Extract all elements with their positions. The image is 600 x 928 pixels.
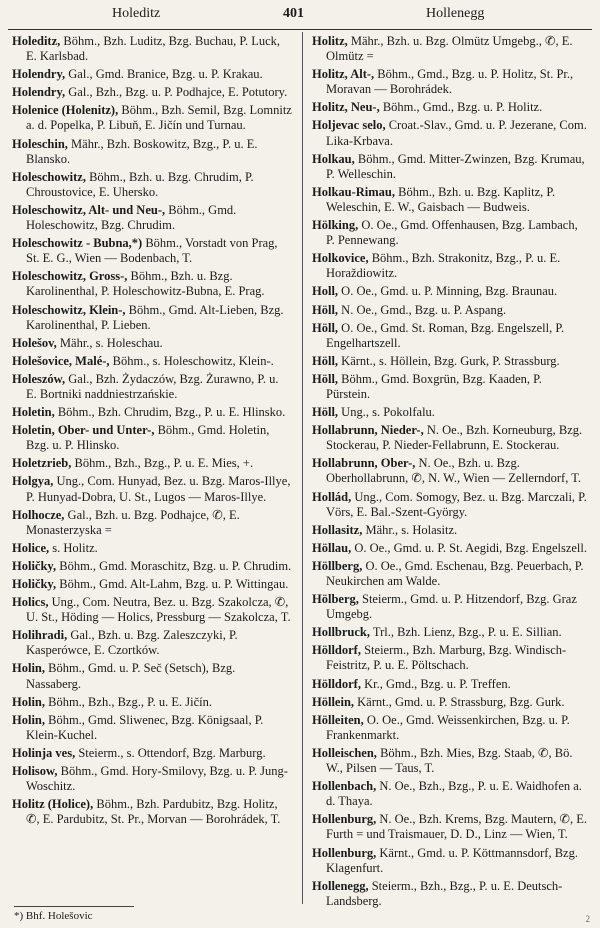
dictionary-entry bbox=[312, 321, 588, 351]
entry-headword: Hölldorf, bbox=[312, 643, 361, 658]
page-number: 401 bbox=[283, 6, 304, 21]
entry-body: Böhm., Gmd. Sliwenec, Bzg. Königsaal, P. Klein-Kuchel. bbox=[26, 712, 264, 742]
entry-body: Trl., Bzh. Lienz, Bzg., P. u. E. Sillian. bbox=[372, 625, 562, 640]
entry-body: Böhm., Bzh. Pardubitz, Bzg. Holitz, ✆, E. Pardubitz, St. Pr., Morvan — Borohrádek, T. bbox=[26, 797, 281, 827]
entry-headword: Holenice (Holenitz), bbox=[12, 103, 119, 118]
entry-body: Böhm., Gmd. Alt-Lahm, Bzg. u. P. Wittingau. bbox=[59, 577, 289, 591]
entry-headword: Holkau-Rimau, bbox=[312, 184, 396, 199]
entry-headword: Holendry, bbox=[12, 85, 66, 100]
entry-body: Böhm., Vorstadt von Prag, St. E. G., Wien — Bodenbach, T. bbox=[26, 236, 278, 266]
dictionary-entry bbox=[312, 284, 588, 299]
entry-headword: Holetzrieb, bbox=[12, 456, 72, 471]
entry-headword: Höllein, bbox=[312, 694, 355, 709]
entry-body: Ung., Com. Neutra, Bez. u. Bzg. Szakolcza, ✆, U. St., Höding — Holics, Pressburg — Szakolcza, T. bbox=[26, 595, 291, 625]
entry-body: s. Holitz. bbox=[52, 540, 98, 555]
dictionary-entry bbox=[312, 423, 588, 453]
entry-body: Mähr., Bzh. u. Bzg. Olmütz Umgebg., ✆, E. Olmütz = bbox=[326, 34, 573, 64]
entry-headword: Hollenegg, bbox=[312, 878, 369, 893]
entry-body: Steierm., Gmd. u. P. Hitzendorf, Bzg. Graz Umgebg. bbox=[326, 592, 577, 622]
entry-headword: Hollbruck, bbox=[312, 625, 370, 640]
entry-headword: Hölldorf, bbox=[312, 676, 361, 691]
entry-body: O. Oe., Gmd. St. Roman, Bzg. Engelszell, P. Engelhartszell. bbox=[326, 320, 565, 350]
entry-body: Mähr., s. Holasitz. bbox=[365, 522, 458, 537]
page-header bbox=[0, 0, 600, 28]
footnote-rule bbox=[14, 906, 134, 907]
corner-mark: 2 bbox=[585, 914, 590, 924]
dictionary-entry bbox=[312, 559, 588, 589]
entry-headword: Holeditz, bbox=[12, 34, 61, 48]
dictionary-entry bbox=[12, 423, 292, 453]
entry-body: N. Oe., Bzh. Korneuburg, Bzg. Stockerau, P. Nieder-Fellabrunn, E. Stockerau. bbox=[326, 423, 583, 453]
entry-body: N. Oe., Bzh. u. Bzg. Oberhollabrunn, ✆, N. W., Wien — Zellerndorf, T. bbox=[326, 456, 582, 486]
entry-headword: Holitz (Holice), bbox=[12, 797, 94, 812]
dictionary-entry bbox=[12, 541, 292, 556]
entry-body: Steierm., s. Ottendorf, Bzg. Marburg. bbox=[78, 745, 266, 760]
entry-headword: Holičky, bbox=[12, 558, 57, 573]
dictionary-entry bbox=[312, 523, 588, 538]
entry-body: N. Oe., Bzh., Bzg., P. u. E. Waidhofen a. d. Thaya. bbox=[326, 779, 582, 809]
entry-headword: Holitz, Neu-, bbox=[312, 100, 380, 115]
entry-body: Böhm., Gmd. Boxgrün, Bzg. Kaaden, P. Pürstein. bbox=[326, 371, 542, 401]
entry-body: Gal., Bzh., Bzg. u. P. Podhajce, E. Potutory. bbox=[68, 85, 288, 100]
dictionary-entry bbox=[312, 812, 588, 842]
dictionary-entry bbox=[12, 103, 292, 133]
entry-headword: Holitz, bbox=[312, 34, 348, 48]
entry-body: Böhm., Gmd., Bzg. u. P. Holitz. bbox=[382, 100, 543, 115]
entry-headword: Holics, bbox=[12, 595, 49, 610]
entry-headword: Hollenbach, bbox=[312, 779, 377, 794]
entry-headword: Holleischen, bbox=[312, 745, 377, 760]
dictionary-entry bbox=[12, 559, 292, 574]
entry-body: Böhm., Bzh. u. Bzg. Chrudim, P. Chroustovice, E. Uhersko. bbox=[26, 169, 254, 199]
entry-body: Böhm., Bzh. Luditz, Bzg. Buchau, P. Luck, E. Karlsbad. bbox=[26, 34, 281, 64]
entry-body: Steierm., Bzh., Bzg., P. u. E. Deutsch-Landsberg. bbox=[326, 878, 563, 908]
dictionary-entry bbox=[312, 746, 588, 776]
dictionary-entry bbox=[312, 67, 588, 97]
entry-body: N. Oe., Bzh. Krems, Bzg. Mautern, ✆, E. Furth = und Traismauer, D. D., Linz — Wien, T. bbox=[326, 812, 588, 842]
dictionary-entry bbox=[312, 677, 588, 692]
entry-body: O. Oe., Gmd. u. P. Minning, Bzg. Braunau. bbox=[341, 284, 558, 299]
entry-headword: Hollabrunn, Ober-, bbox=[312, 456, 416, 471]
entry-body: Böhm., Gmd. Mitter-Zwinzen, Bzg. Krumau, P. Welleschin. bbox=[326, 151, 585, 181]
entry-body: Kärnt., Gmd. u. P. Köttmannsdorf, Bzg. Klagenfurt. bbox=[326, 845, 578, 875]
entry-headword: Holhocze, bbox=[12, 507, 65, 522]
header-right-term: Hollenegg bbox=[426, 6, 485, 21]
entry-body: Böhm., Gmd. Holetin, Bzg. u. P. Hlinsko. bbox=[26, 423, 270, 453]
entry-headword: Holeschowitz - Bubna,*) bbox=[12, 236, 143, 251]
entry-body: Böhm., Bzh., Bzg., P. u. E. Jičín. bbox=[48, 694, 213, 709]
entry-body: Böhm., s. Holeschowitz, Klein-. bbox=[112, 353, 274, 368]
dictionary-entry bbox=[12, 661, 292, 691]
entry-body: Gal., Bzh. u. Bzg. Zaleszczyki, P. Kasperówce, E. Czortków. bbox=[26, 628, 238, 658]
dictionary-entry bbox=[312, 879, 588, 909]
entry-headword: Holkau, bbox=[312, 151, 355, 166]
entry-body: Kärnt., s. Höllein, Bzg. Gurk, P. Strassburg. bbox=[341, 353, 560, 368]
entry-body: Mähr., s. Holeschau. bbox=[59, 335, 163, 350]
entry-body: Gal., Bzh. Żydaczów, Bzg. Żurawno, P. u. E. Bortniki naddniestrzańskie. bbox=[26, 371, 279, 401]
entry-headword: Hollenburg, bbox=[312, 812, 377, 827]
dictionary-entry bbox=[12, 303, 292, 333]
entry-headword: Holitz, Alt-, bbox=[312, 67, 375, 82]
dictionary-entry bbox=[312, 372, 588, 402]
entry-headword: Höll, bbox=[312, 371, 339, 386]
entry-headword: Hollabrunn, Nieder-, bbox=[312, 423, 424, 438]
dictionary-entry bbox=[12, 34, 292, 64]
dictionary-entry bbox=[312, 541, 588, 556]
entry-body: N. Oe., Gmd., Bzg. u. P. Aspang. bbox=[341, 302, 507, 317]
header-rule bbox=[8, 29, 592, 30]
entry-headword: Holisow, bbox=[12, 764, 58, 779]
entry-body: Kr., Gmd., Bzg. u. P. Treffen. bbox=[364, 676, 511, 691]
entry-headword: Holeschowitz, Klein-, bbox=[12, 302, 126, 317]
dictionary-entry bbox=[12, 628, 292, 658]
entry-headword: Hölking, bbox=[312, 218, 359, 233]
dictionary-entry bbox=[12, 456, 292, 471]
dictionary-entry bbox=[12, 372, 292, 402]
dictionary-entry bbox=[312, 303, 588, 318]
entry-headword: Hollenburg, bbox=[312, 845, 377, 860]
dictionary-entry bbox=[312, 846, 588, 876]
dictionary-entry bbox=[12, 713, 292, 743]
entry-headword: Holeschowitz, bbox=[12, 169, 86, 184]
entry-body: O. Oe., Gmd. Offenhausen, Bzg. Lambach, P. Pennewang. bbox=[326, 218, 578, 248]
dictionary-entry bbox=[12, 405, 292, 420]
entry-headword: Holjevac selo, bbox=[312, 118, 386, 133]
dictionary-entry bbox=[312, 695, 588, 710]
right-column bbox=[312, 34, 588, 912]
dictionary-entry bbox=[312, 185, 588, 215]
entry-body: Böhm., Gmd. Hory-Smilovy, Bzg. u. P. Jung-Woschitz. bbox=[26, 764, 288, 794]
entry-body: Ung., s. Pokolfalu. bbox=[341, 405, 435, 420]
entry-headword: Holihradi, bbox=[12, 628, 68, 643]
entry-headword: Holeschin, bbox=[12, 136, 68, 151]
dictionary-entry bbox=[312, 34, 588, 64]
dictionary-entry bbox=[312, 456, 588, 486]
entry-headword: Höll, bbox=[312, 353, 339, 368]
dictionary-entry bbox=[312, 625, 588, 640]
entry-headword: Hölberg, bbox=[312, 592, 359, 607]
entry-headword: Hölleiten, bbox=[312, 712, 364, 727]
entry-body: Böhm., Bzh. Strakonitz, Bzg., P. u. E. Horaždiowitz. bbox=[326, 251, 561, 281]
footnote: *) Bhf. Holešovic bbox=[14, 910, 93, 922]
entry-headword: Höll, bbox=[312, 405, 339, 420]
entry-body: Böhm., Bzh. Semil, Bzg. Lomnitz a. d. Popelka, P. Libuň, E. Jičín und Turnau. bbox=[26, 103, 292, 133]
dictionary-entry bbox=[312, 118, 588, 148]
entry-headword: Holendry, bbox=[12, 67, 66, 82]
dictionary-entry bbox=[12, 577, 292, 592]
dictionary-entry bbox=[12, 170, 292, 200]
dictionary-entry bbox=[12, 85, 292, 100]
entry-headword: Holeszów, bbox=[12, 371, 66, 386]
entry-body: Böhm., Bzh., Bzg., P. u. E. Mies, +. bbox=[74, 456, 254, 471]
entry-headword: Holešov, bbox=[12, 335, 57, 350]
entry-headword: Höllberg, bbox=[312, 558, 363, 573]
entry-body: Böhm., Bzh. u. Bzg. Karolinenthal, P. Holeschowitz-Bubna, E. Prag. bbox=[26, 269, 265, 299]
dictionary-entry bbox=[12, 764, 292, 794]
entry-headword: Holin, bbox=[12, 712, 45, 727]
dictionary-entry bbox=[312, 354, 588, 369]
dictionary-entry bbox=[312, 713, 588, 743]
dictionary-entry bbox=[12, 137, 292, 167]
dictionary-entry bbox=[12, 746, 292, 761]
dictionary-entry bbox=[312, 251, 588, 281]
dictionary-entry bbox=[312, 100, 588, 115]
dictionary-entry bbox=[312, 592, 588, 622]
dictionary-entry bbox=[12, 595, 292, 625]
entry-body: Croat.-Slav., Gmd. u. P. Jezerane, Com. Lika-Krbava. bbox=[326, 118, 587, 148]
dictionary-entry bbox=[12, 508, 292, 538]
dictionary-entry bbox=[312, 779, 588, 809]
entry-headword: Holeschowitz, Alt- und Neu-, bbox=[12, 202, 166, 217]
dictionary-entry bbox=[12, 67, 292, 82]
header-left-term: Holeditz bbox=[112, 6, 161, 21]
dictionary-entry bbox=[12, 354, 292, 369]
entry-headword: Höll, bbox=[312, 302, 339, 317]
dictionary-entry bbox=[12, 695, 292, 710]
dictionary-entry bbox=[312, 152, 588, 182]
entry-headword: Hollasitz, bbox=[312, 522, 363, 537]
entry-body: Böhm., Gmd. u. P. Seč (Setsch), Bzg. Nassaberg. bbox=[26, 661, 236, 691]
entry-headword: Holetin, Ober- und Unter-, bbox=[12, 423, 155, 438]
entry-body: Böhm., Gmd. Moraschitz, Bzg. u. P. Chrudim. bbox=[59, 558, 292, 573]
entry-body: Ung., Com. Hunyad, Bez. u. Bzg. Maros-Illye, P. Hunyad-Dobra, U. St., Lugos — Maros-Illye. bbox=[26, 474, 291, 504]
dictionary-entry bbox=[12, 236, 292, 266]
entry-body: Böhm., Gmd. Holeschowitz, Bzg. Chrudim. bbox=[26, 202, 237, 233]
entry-body: Steierm., Bzh. Marburg, Bzg. Windisch-Feistritz, P. u. E. Pöltschach. bbox=[326, 643, 567, 673]
dictionary-entry bbox=[312, 218, 588, 248]
dictionary-entry bbox=[12, 203, 292, 233]
entry-body: O. Oe., Gmd. u. P. St. Aegidi, Bzg. Engelszell. bbox=[354, 540, 587, 555]
left-column bbox=[12, 34, 292, 830]
entry-body: Kärnt., Gmd. u. P. Strassburg, Bzg. Gurk. bbox=[357, 694, 565, 709]
entry-body: Ung., Com. Somogy, Bez. u. Bzg. Marczali, P. Vörs, E. Bal.-Szent-György. bbox=[326, 489, 587, 519]
entry-headword: Hollád, bbox=[312, 489, 352, 504]
entry-headword: Höllau, bbox=[312, 540, 352, 555]
entry-body: Mähr., Bzh. Boskowitz, Bzg., P. u. E. Blansko. bbox=[26, 136, 258, 166]
dictionary-entry bbox=[12, 336, 292, 351]
entry-body: Böhm., Bzh. u. Bzg. Kaplitz, P. Weleschin, E. W., Gaisbach — Budweis. bbox=[326, 184, 556, 214]
dictionary-entry bbox=[12, 269, 292, 299]
entry-headword: Holetin, bbox=[12, 405, 55, 420]
entry-headword: Holičky, bbox=[12, 577, 57, 591]
entry-headword: Holice, bbox=[12, 540, 50, 555]
entry-headword: Holešovice, Malé-, bbox=[12, 353, 110, 368]
entry-headword: Holin, bbox=[12, 694, 45, 709]
entry-headword: Holl, bbox=[312, 284, 339, 299]
entry-headword: Holeschowitz, Gross-, bbox=[12, 269, 128, 284]
entry-body: O. Oe., Gmd. Eschenau, Bzg. Peuerbach, P. Neukirchen am Walde. bbox=[326, 558, 584, 588]
entry-body: Böhm., Gmd. Alt-Lieben, Bzg. Karolinenthal, P. Lieben. bbox=[26, 302, 284, 332]
entry-body: Böhm., Bzh. Mies, Bzg. Staab, ✆, Bö. W., Pilsen — Taus, T. bbox=[326, 745, 573, 776]
entry-body: Gal., Gmd. Branice, Bzg. u. P. Krakau. bbox=[68, 67, 263, 82]
column-divider bbox=[302, 32, 303, 904]
dictionary-entry bbox=[312, 405, 588, 420]
entry-headword: Holin, bbox=[12, 661, 45, 676]
entry-body: O. Oe., Gmd. Weissenkirchen, Bzg. u. P. Frankenmarkt. bbox=[326, 712, 570, 742]
dictionary-entry bbox=[312, 643, 588, 673]
entry-body: Böhm., Bzh. Chrudim, Bzg., P. u. E. Hlinsko. bbox=[57, 405, 286, 420]
dictionary-entry bbox=[12, 797, 292, 827]
entry-headword: Höll, bbox=[312, 320, 339, 335]
entry-body: Gal., Bzh. u. Bzg. Podhajce, ✆, E. Monasterzyska = bbox=[26, 507, 240, 537]
entry-headword: Holinja ves, bbox=[12, 745, 76, 760]
entry-headword: Holkovice, bbox=[312, 251, 369, 266]
dictionary-entry bbox=[12, 474, 292, 504]
dictionary-entry bbox=[312, 490, 588, 520]
entry-body: Böhm., Gmd., Bzg. u. P. Holitz, St. Pr., Moravan — Borohrádek. bbox=[326, 67, 574, 97]
entry-headword: Holgya, bbox=[12, 474, 54, 489]
